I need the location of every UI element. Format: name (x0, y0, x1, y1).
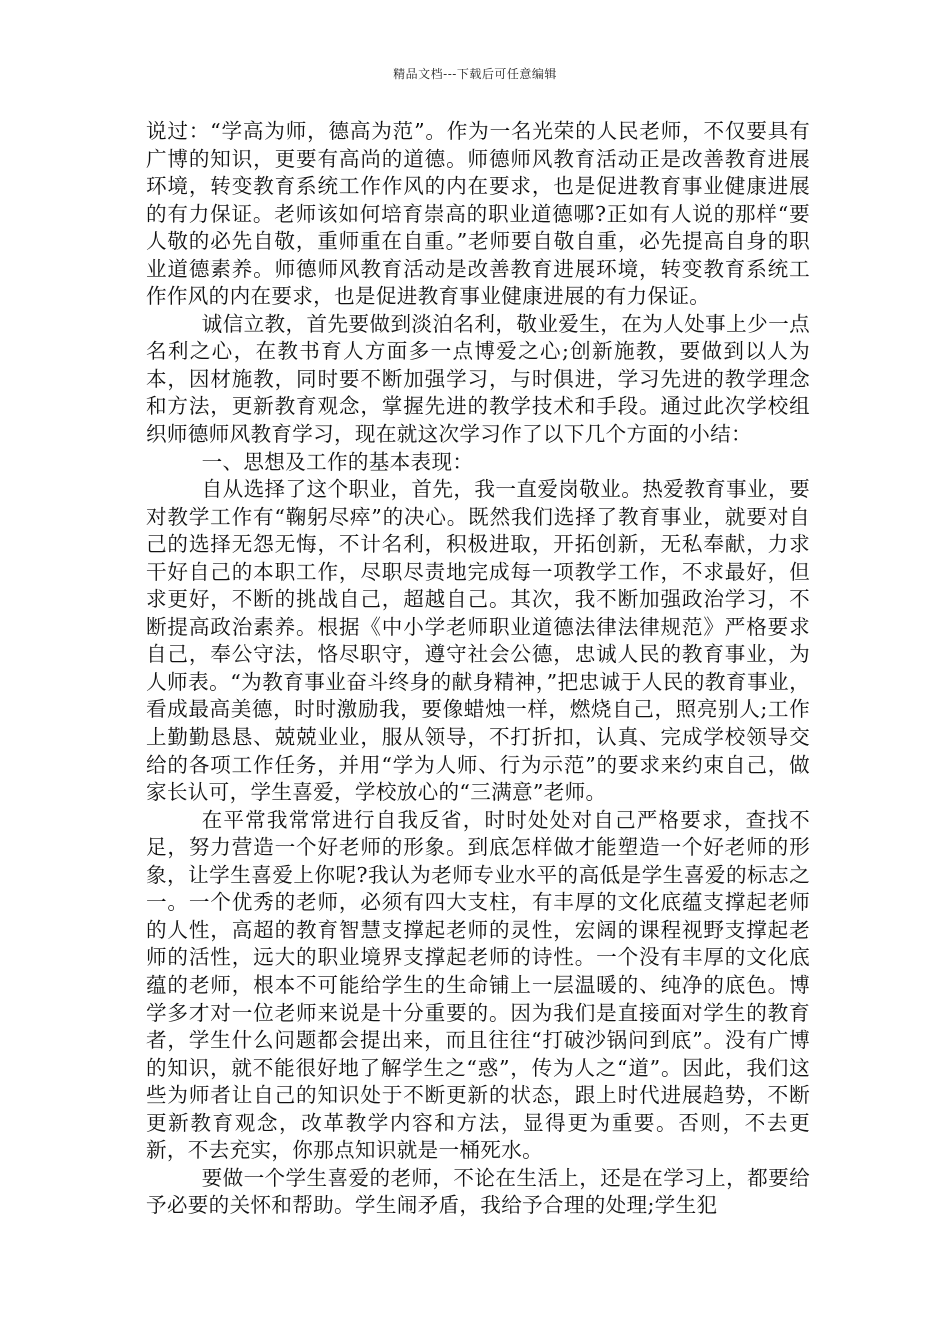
paragraph-5: 要做一个学生喜爱的老师，不论在生活上，还是在学习上，都要给予必要的关怀和帮助。学生闹矛盾，我给予合理的处理;学生犯 (146, 1165, 810, 1218)
paragraph-3: 自从选择了这个职业，首先，我一直爱岗敬业。热爱教育事业，要对教学工作有“鞠躬尽瘁”的决心。既然我们选择了教育事业，就要对自己的选择无怨无悔，不计名利，积极进取，开拓创新，无私奉献，力求干好自己的本职工作，尽职尽责地完成每一项教学工作，不求最好，但求更好，不断的挑战自己，超越自己。其次，我不断加强政治学习，不断提高政治素养。根据《中小学老师职业道德法律法律规范》严格要求自己，奉公守法，恪尽职守，遵守社会公德，忠诚人民的教育事业，为人师表。“为教育事业奋斗终身的献身精神，”把忠诚于人民的教育事业，看成最高美德，时时激励我，要像蜡烛一样，燃烧自己，照亮别人;工作上勤勤恳恳、兢兢业业，服从领导，不打折扣，认真、完成学校领导交给的各项工作任务，并用“学为人师、行为示范”的要求来约束自己，做家长认可，学生喜爱，学校放心的“三满意”老师。 (146, 477, 810, 805)
page-header: 精品文档---下载后可任意编辑 (393, 67, 557, 81)
section-heading: 一、思想及工作的基本表现： (201, 449, 474, 474)
paragraph-2: 诚信立教，首先要做到淡泊名利，敬业爱生，在为人处事上少一点名利之心，在教书育人方面多一点博爱之心;创新施教，要做到以人为本，因材施教，同时要不断加强学习，与时俱进，学习先进的教学理念和方法，更新教育观念，掌握先进的教学技术和手段。通过此次学校组织师德师风教育学习，现在就这次学习作了以下几个方面的小结： (146, 311, 810, 447)
document-body (146, 118, 810, 1334)
paragraph-1: 说过：“学高为师，德高为范”。作为一名光荣的人民老师，不仅要具有广博的知识，更要有高尚的道德。师德师风教育活动正是改善教育进展环境，转变教育系统工作作风的内在要求，也是促进教育事业健康进展的有力保证。老师该如何培育崇高的职业道德哪?正如有人说的那样“要人敬的必先自敬，重师重在自重。”老师要自敬自重，必先提高自身的职业道德素养。师德师风教育活动是改善教育进展环境，转变教育系统工作作风的内在要求，也是促进教育事业健康进展的有力保证。 (146, 119, 810, 309)
paragraph-4: 在平常我常常进行自我反省，时时处处对自己严格要求，查找不足，努力营造一个好老师的形象。到底怎样做才能塑造一个好老师的形象，让学生喜爱上你呢?我认为老师专业水平的高低是学生喜爱的标志之一。一个优秀的老师，必须有四大支柱，有丰厚的文化底蕴支撑起老师的人性，高超的教育智慧支撑起老师的灵性，宏阔的课程视野支撑起老师的活性，远大的职业境界支撑起老师的诗性。一个没有丰厚的文化底蕴的老师，根本不可能给学生的生命铺上一层温暖的、纯净的底色。博学多才对一位老师来说是十分重要的。因为我们是直接面对学生的教育者，学生什么问题都会提出来，而且往往“打破沙锅问到底”。没有广博的知识，就不能很好地了解学生之“惑”，传为人之“道”。因此，我们这些为师者让自己的知识处于不断更新的状态，跟上时代进展趋势，不断更新教育观念，改革教学内容和方法，显得更为重要。否则，不去更新，不去充实，你那点知识就是一桶死水。 (146, 807, 810, 1163)
